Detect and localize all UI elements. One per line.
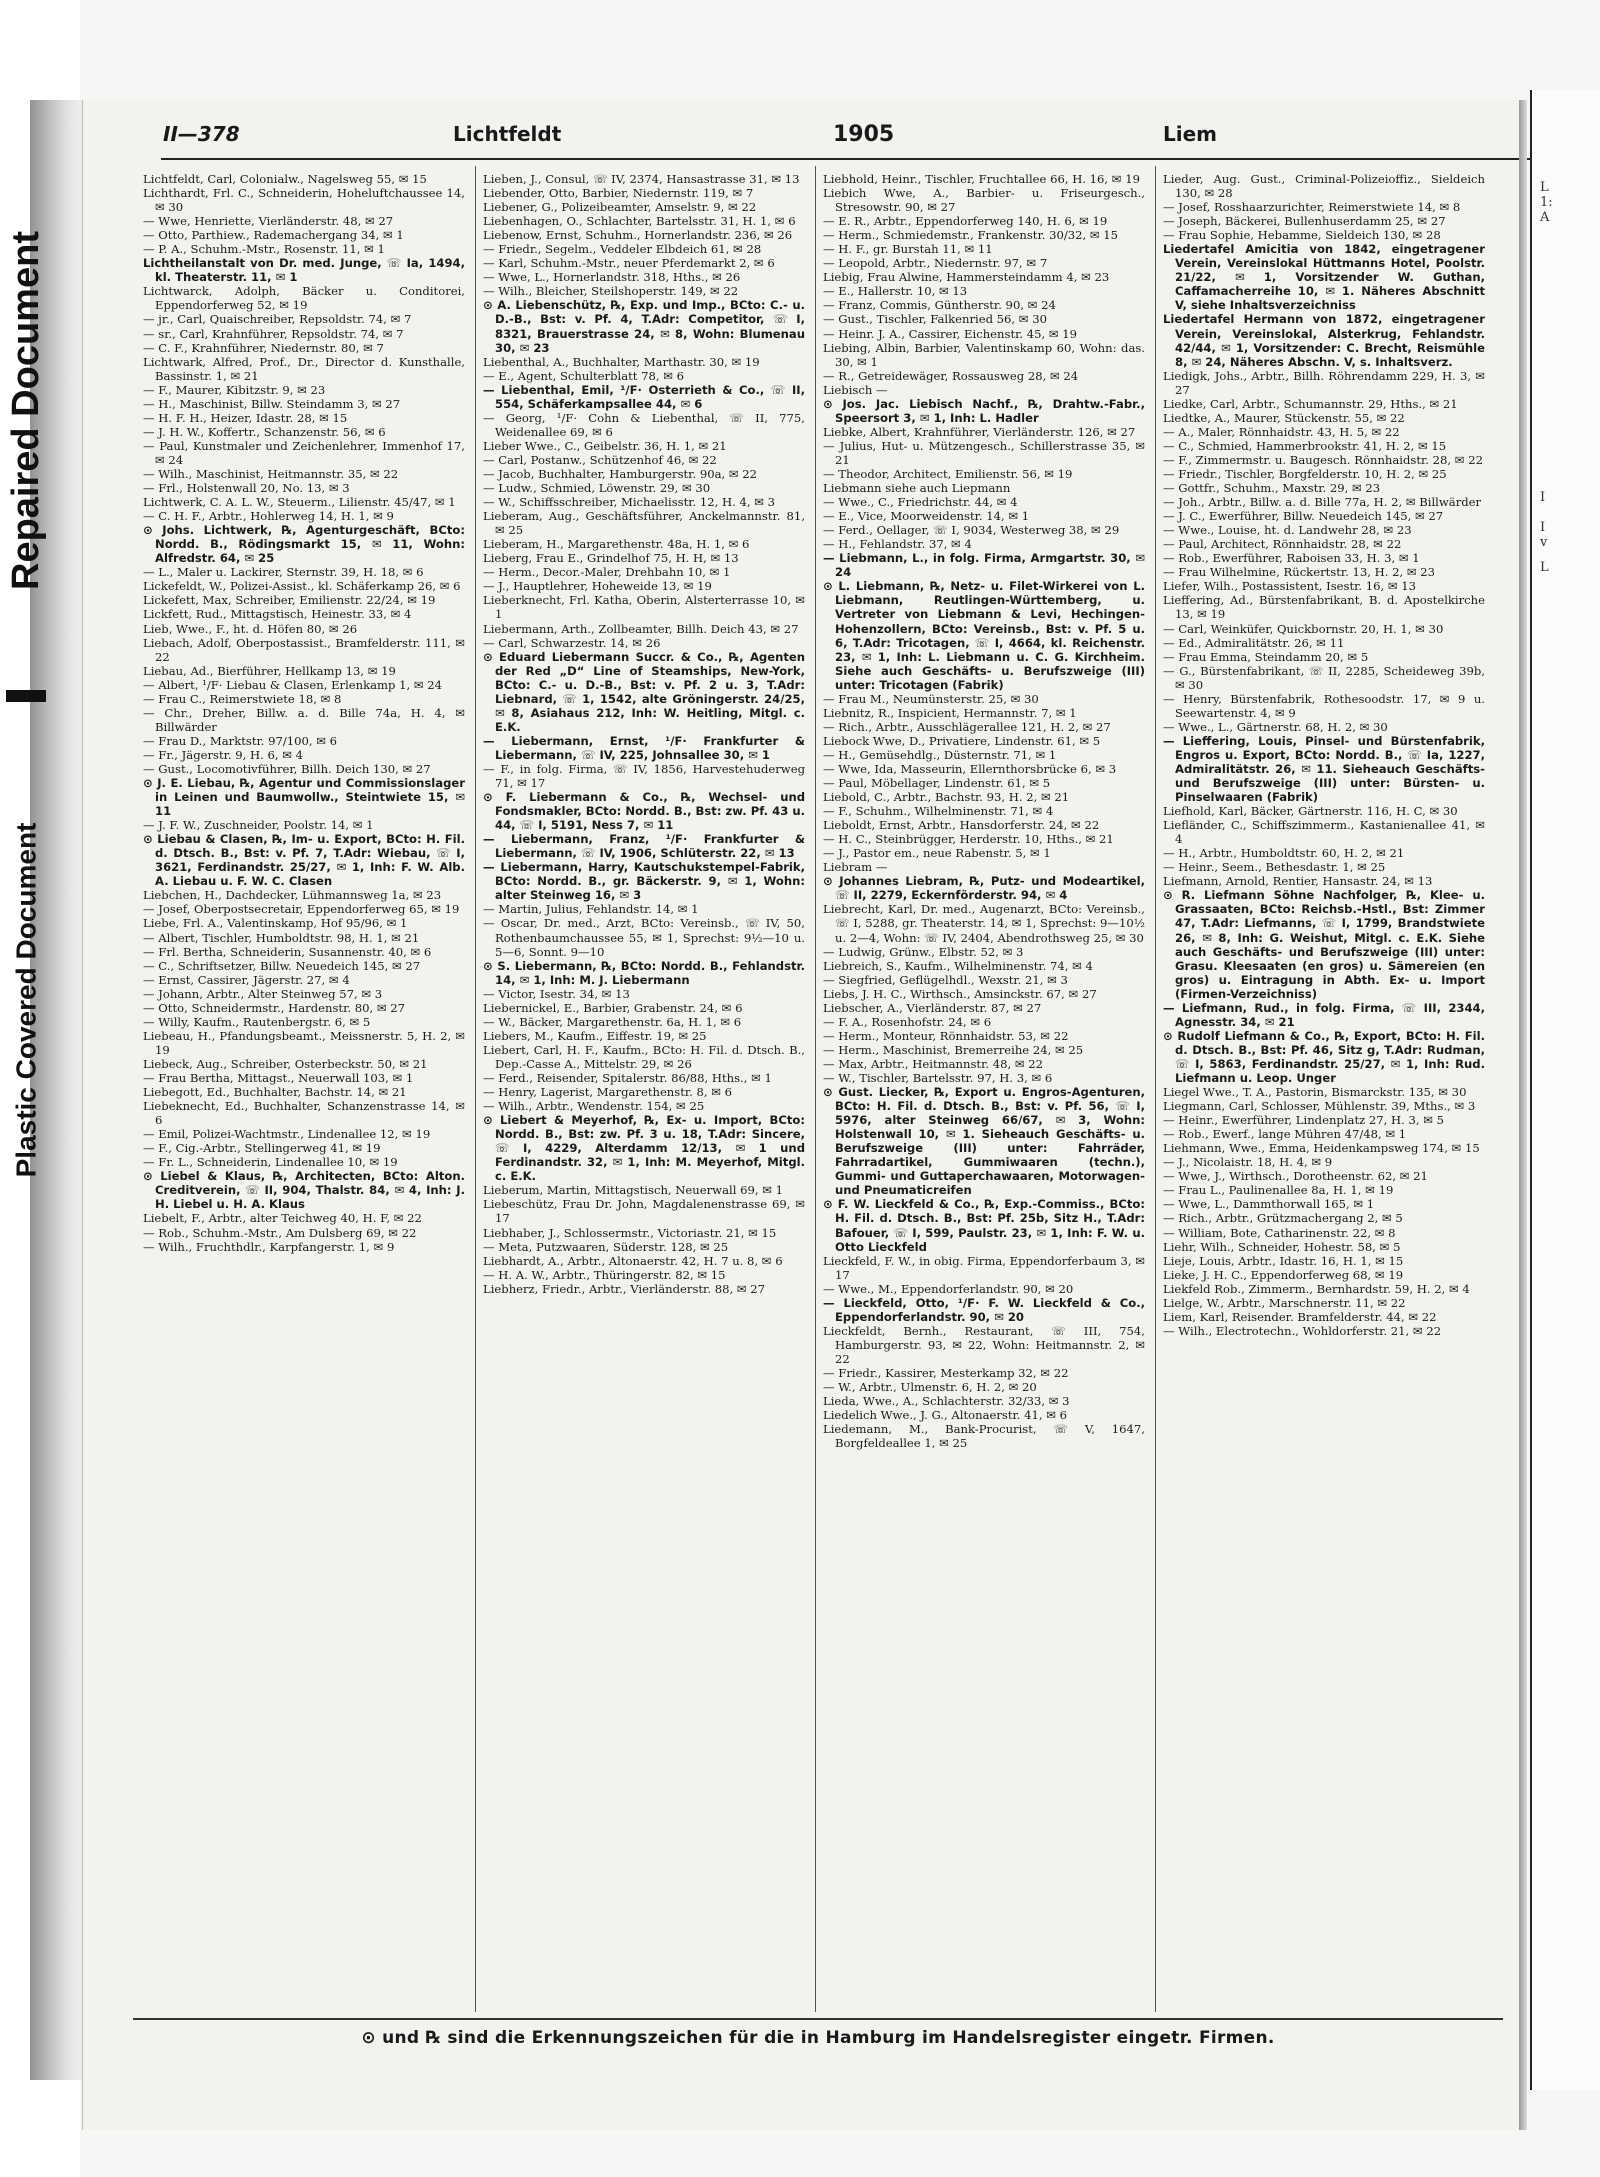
directory-entry: Liebenthal, A., Buchhalter, Marthastr. 30, ✉ 19 — [483, 354, 760, 369]
directory-entry: Liebenhagen, O., Schlachter, Bartelsstr. 31, H. 1, ✉ 6 — [483, 214, 796, 229]
directory-entry: Liebmann siehe auch Liepmann — [823, 481, 1011, 496]
directory-entry: — Meta, Putzwaaren, Süderstr. 128, ✉ 25 — [483, 1239, 729, 1254]
directory-entry: — Rob., Ewerführer, Raboisen 33, H. 3, ✉ 1 — [1163, 551, 1420, 566]
column-2 — [483, 172, 805, 2010]
directory-entry: — Frau L., Paulinenallee 8a, H. 1, ✉ 19 — [1163, 1183, 1394, 1198]
directory-entry: — Rich., Arbtr., Ausschlägerallee 121, H. 2, ✉ 27 — [823, 719, 1111, 734]
directory-entry: — Ed., Admiralitätstr. 26, ✉ 11 — [1163, 635, 1345, 650]
directory-entry: Liebach, Adolf, Oberpostassist., Bramfelderstr. 111, ✉ 22 — [143, 635, 465, 664]
directory-entry: — sr., Carl, Krahnführer, Repsoldstr. 74, ✉ 7 — [143, 326, 404, 341]
header-rule — [161, 158, 1531, 160]
directory-entry: — Wilh., Arbtr., Wendenstr. 154, ✉ 25 — [483, 1099, 705, 1114]
directory-entry: — Carl, Postanw., Schützenhof 46, ✉ 22 — [483, 452, 717, 467]
directory-entry: — Herm., Maschinist, Bremerreihe 24, ✉ 25 — [823, 1042, 1084, 1057]
directory-entry: — Fr., Jägerstr. 9, H. 6, ✉ 4 — [143, 747, 304, 762]
plastic-covered-label: Plastic Covered Document — [10, 822, 41, 1178]
footer-legend: ⊙ und ℞ sind die Erkennungszeichen für die in Hamburg im Handelsregister eingetr. Firmen. — [361, 2028, 1275, 2048]
directory-entry: — Lieckfeld, Otto, ¹/F· F. W. Lieckfeld & Co., Eppendorferlandstr. 90, ✉ 20 — [823, 1295, 1145, 1324]
directory-entry: — J. F. W., Zuschneider, Poolstr. 14, ✉ 1 — [143, 818, 374, 833]
edge-fragment: L — [1540, 180, 1549, 195]
directory-entry: — H., Fehlandstr. 37, ✉ 4 — [823, 537, 972, 552]
directory-entry: — Jacob, Buchhalter, Hamburgerstr. 90a, ✉ 22 — [483, 466, 758, 481]
directory-entry: — Carl, Schwarzestr. 14, ✉ 26 — [483, 635, 661, 650]
directory-entry: ⊙ L. Liebmann, ℞, Netz- u. Filet-Wirkerei von L. Liebmann, Reutlingen-Württemberg, u. Vertreter von Liebmann & Levi, Hechingen-Hohenzollern, BCto: Vereinsb., Bst: v. Pf. 5 u. 6, T.Adr: Tricotagen, ☏ I, 4664, kl. Reichenstr. 23, ✉ 1, Inh: L. Liebmann u. C. G. Kirchheim. Siehe auch Geschäfts- u. Berufszweige (III) unter: Tricotagen (Fabrik) — [823, 579, 1145, 692]
directory-entry: — Fr. L., Schneiderin, Lindenallee 10, ✉ 19 — [143, 1155, 398, 1170]
directory-entry: ⊙ Eduard Liebermann Succr. & Co., ℞, Agenten der Red „D“ Line of Steamships, New-York, BCto: C.- u. D.-B., Bst: v. Pf. 2 u. 3, T.Adr: Liebnard, ☏ 1, 1542, alte Gröningerstr. 24/25, ✉ 8, Asiahaus 212, Inh: W. Heitling, Mitgl. c. E.K. — [483, 649, 805, 734]
directory-entry: ⊙ Johannes Liebram, ℞, Putz- und Modeartikel, ☏ II, 2279, Eckernförderstr. 94, ✉ 4 — [823, 874, 1145, 903]
directory-entry: Liem, Karl, Reisender. Bramfelderstr. 44, ✉ 22 — [1163, 1309, 1437, 1324]
directory-entry: Liebchen, H., Dachdecker, Lühmannsweg 1a, ✉ 23 — [143, 888, 442, 903]
directory-entry: — Wwe., M., Eppendorferlandstr. 90, ✉ 20 — [823, 1281, 1074, 1296]
directory-entry: Liebau, Ad., Bierführer, Hellkamp 13, ✉ 19 — [143, 663, 396, 678]
directory-entry: Lieffering, Ad., Bürstenfabrikant, B. d. Apostelkirche 13, ✉ 19 — [1163, 593, 1485, 622]
directory-entry: — Liebmann, L., in folg. Firma, Armgartstr. 30, ✉ 24 — [823, 551, 1145, 580]
directory-entry: Liebers, M., Kaufm., Eiffestr. 19, ✉ 25 — [483, 1028, 707, 1043]
directory-entry: — Herm., Monteur, Rönnhaidstr. 53, ✉ 22 — [823, 1028, 1069, 1043]
directory-entry: Liebeck, Aug., Schreiber, Osterbeckstr. 50, ✉ 21 — [143, 1056, 428, 1071]
directory-entry: Liebeschütz, Frau Dr. John, Magdalenenstrasse 69, ✉ 17 — [483, 1197, 805, 1226]
directory-entry: Liebhaber, J., Schlossermstr., Victoriastr. 21, ✉ 15 — [483, 1225, 777, 1240]
directory-entry: Liegmann, Carl, Schlosser, Mühlenstr. 39, Mths., ✉ 3 — [1163, 1099, 1476, 1114]
directory-entry: ⊙ F. Liebermann & Co., ℞, Wechsel- und Fondsmakler, BCto: Nordd. B., Bst: zw. Pf. 43 u. 44, ☏ I, 5191, Ness 7, ✉ 11 — [483, 790, 805, 833]
directory-entry: Liebe, Frl. A., Valentinskamp, Hof 95/96, ✉ 1 — [143, 916, 408, 931]
directory-entry: — H., Maschinist, Billw. Steindamm 3, ✉ 27 — [143, 396, 401, 411]
directory-entry: Liebhold, Heinr., Tischler, Fruchtallee 66, H. 16, ✉ 19 — [823, 172, 1140, 186]
directory-entry: — J., Pastor em., neue Rabenstr. 5, ✉ 1 — [823, 846, 1051, 861]
directory-entry: Liehmann, Wwe., Emma, Heidenkampsweg 174, ✉ 15 — [1163, 1141, 1480, 1156]
directory-entry: ⊙ Liebel & Klaus, ℞, Architecten, BCto: Alton. Creditverein, ☏ II, 904, Thalstr. 84, ✉ 4, Inh: J. H. Liebel u. H. A. Klaus — [143, 1169, 465, 1212]
directory-entry: Liefhold, Karl, Bäcker, Gärtnerstr. 116, H. C, ✉ 30 — [1163, 804, 1458, 819]
directory-entry: — Herm., Decor.-Maler, Drehbahn 10, ✉ 1 — [483, 565, 731, 580]
directory-entry: Liebing, Albin, Barbier, Valentinskamp 60, Wohn: das. 30, ✉ 1 — [823, 340, 1145, 369]
directory-entry: — P. A., Schuhm.-Mstr., Rosenstr. 11, ✉ 1 — [143, 242, 385, 257]
directory-entry: — Josef, Oberpostsecretair, Eppendorferweg 65, ✉ 19 — [143, 902, 460, 917]
directory-entry: — H., Arbtr., Humboldtstr. 60, H. 2, ✉ 21 — [1163, 846, 1405, 861]
directory-entry: Liedemann, M., Bank-Procurist, ☏ V, 1647, Borgfeldeallee 1, ✉ 25 — [823, 1422, 1145, 1451]
directory-entry: Liebke, Albert, Krahnführer, Vierländerstr. 126, ✉ 27 — [823, 424, 1136, 439]
directory-entry: — Paul, Möbellager, Lindenstr. 61, ✉ 5 — [823, 776, 1051, 791]
directory-entry: Liebherz, Friedr., Arbtr., Vierländerstr. 88, ✉ 27 — [483, 1281, 765, 1296]
directory-entry: Lieben, J., Consul, ☏ IV, 2374, Hansastrasse 31, ✉ 13 — [483, 172, 800, 186]
directory-entry: — Wwe, Henriette, Vierländerstr. 48, ✉ 27 — [143, 214, 394, 229]
directory-entry: Liefmann, Arnold, Rentier, Hansastr. 24, ✉ 13 — [1163, 874, 1433, 889]
directory-entry: — Paul, Kunstmaler und Zeichenlehrer, Immenhof 17, ✉ 24 — [143, 438, 465, 467]
edge-fragment: I — [1540, 520, 1546, 535]
directory-entry: — Franz, Commis, Güntherstr. 90, ✉ 24 — [823, 298, 1056, 313]
directory-entry: — E. R., Arbtr., Eppendorferweg 140, H. 6, ✉ 19 — [823, 214, 1108, 229]
directory-entry: — Rich., Arbtr., Grützmachergang 2, ✉ 5 — [1163, 1211, 1403, 1226]
directory-entry: — Lieffering, Louis, Pinsel- und Bürstenfabrik, Engros u. Export, BCto: Nordd. B., ☏ Ia, 1227, Admiralitätstr. 26, ✉ 11. Sieheauch Geschäfts- und Berufszweige (III) unter: Bürsten- u. Pinselwaaren (Fabrik) — [1163, 733, 1485, 805]
directory-entry: Lichtheilanstalt von Dr. med. Junge, ☏ Ia, 1494, kl. Theaterstr. 11, ✉ 1 — [143, 256, 465, 285]
column-divider — [1155, 166, 1156, 2012]
directory-entry: ⊙ Gust. Liecker, ℞, Export u. Engros-Agenturen, BCto: H. Fil. d. Dtsch. B., Bst: v. Pf. 56, ☏ I, 5976, alter Steinweg 66/67, ✉ 3, Wohn: Holstenwall 10, ✉ 1. Sieheauch Geschäfts- u. Berufszweige (III) unter: Fahrräder, Fahrradartikel, Gummiwaaren (techn.), Gummi- und Guttaperchawaaren, Motorwagen- und Pneumaticreifen — [823, 1085, 1145, 1198]
directory-entry: Lieberam, Aug., Geschäftsführer, Anckelmannstr. 81, ✉ 25 — [483, 509, 805, 538]
directory-entry: Liebert, Carl, H. F., Kaufm., BCto: H. Fil. d. Dtsch. B., Dep.-Casse A., Mittelstr. 29, ✉ 26 — [483, 1042, 805, 1071]
directory-entry: Liebnitz, R., Inspicient, Hermannstr. 7, ✉ 1 — [823, 705, 1077, 720]
directory-entry: — Ferd., Reisender, Spitalerstr. 86/88, Hths., ✉ 1 — [483, 1071, 772, 1085]
directory-entry: — Frau Wilhelmine, Rückertstr. 13, H. 2, ✉ 23 — [1163, 565, 1436, 580]
label-divider — [6, 690, 46, 702]
directory-entry: — Gottfr., Schuhm., Maxstr. 29, ✉ 23 — [1163, 481, 1381, 496]
directory-entry: — Wwe, L., Dammthorwall 165, ✉ 1 — [1163, 1197, 1375, 1212]
directory-entry: — H. A. W., Arbtr., Thüringerstr. 82, ✉ 15 — [483, 1267, 726, 1282]
directory-entry: Lieder, Aug. Gust., Criminal-Polizeioffiz., Sieldeich 130, ✉ 28 — [1163, 172, 1485, 201]
directory-entry: — L., Maler u. Lackirer, Sternstr. 39, H. 18, ✉ 6 — [143, 565, 424, 580]
directory-entry: Lichthardt, Frl. C., Schneiderin, Hoheluftchaussee 14, ✉ 30 — [143, 186, 465, 215]
directory-entry: Liedtke, A., Maurer, Stückenstr. 55, ✉ 22 — [1163, 410, 1405, 425]
directory-entry: Liebernickel, E., Barbier, Grabenstr. 24, ✉ 6 — [483, 1000, 743, 1015]
directory-entry: — Max, Arbtr., Heitmannstr. 48, ✉ 22 — [823, 1056, 1043, 1071]
directory-entry: Liebegott, Ed., Buchhalter, Bachstr. 14, ✉ 21 — [143, 1085, 407, 1100]
directory-entry: Liedelich Wwe., J. G., Altonaerstr. 41, ✉ 6 — [823, 1408, 1068, 1423]
directory-entry: — C. H. F., Arbtr., Hohlerweg 14, H. 1, ✉ 9 — [143, 509, 394, 524]
directory-entry: Lickefeldt, W., Polizei-Assist., kl. Schäferkamp 26, ✉ 6 — [143, 579, 461, 594]
directory-entry: Liebhardt, A., Arbtr., Altonaerstr. 42, H. 7 u. 8, ✉ 6 — [483, 1253, 783, 1268]
directory-entry: Liebisch — — [823, 382, 888, 397]
directory-entry: — Willy, Kaufm., Rautenbergstr. 6, ✉ 5 — [143, 1014, 371, 1029]
footer-rule — [133, 2018, 1503, 2020]
directory-entry: ⊙ S. Liebermann, ℞, BCto: Nordd. B., Fehlandstr. 14, ✉ 1, Inh: M. J. Liebermann — [483, 958, 805, 987]
directory-entry: — Friedr., Kassirer, Mesterkamp 32, ✉ 22 — [823, 1365, 1069, 1380]
directory-entry: — E., Hallerstr. 10, ✉ 13 — [823, 284, 968, 299]
column-4 — [1163, 172, 1485, 2010]
directory-entry: — Ludwig, Grünw., Elbstr. 52, ✉ 3 — [823, 944, 1024, 959]
directory-entry: — Wwe, J., Wirthsch., Dorotheenstr. 62, ✉ 21 — [1163, 1169, 1428, 1184]
directory-entry: — Frau Emma, Steindamm 20, ✉ 5 — [1163, 649, 1369, 664]
directory-entry: Lichtfeldt, Carl, Colonialw., Nagelsweg 55, ✉ 15 — [143, 172, 427, 186]
directory-entry: — Wwe., C., Friedrichstr. 44, ✉ 4 — [823, 495, 1018, 510]
directory-entry: Liebenow, Ernst, Schuhm., Hornerlandstr. 236, ✉ 26 — [483, 228, 793, 243]
directory-entry: — Liebermann, Harry, Kautschukstempel-Fabrik, BCto: Nordd. B., gr. Bäckerstr. 9, ✉ 1, Wohn: alter Steinweg 16, ✉ 3 — [483, 860, 805, 903]
directory-entry: Lieberam, H., Margarethenstr. 48a, H. 1, ✉ 6 — [483, 537, 750, 552]
directory-entry: Lichtwark, Alfred, Prof., Dr., Director d. Kunsthalle, Bassinstr. 1, ✉ 21 — [143, 354, 465, 383]
directory-entry: — J. C., Ewerführer, Billw. Neuedeich 145, ✉ 27 — [1163, 509, 1444, 524]
directory-entry: — Henry, Lagerist, Margarethenstr. 8, ✉ 6 — [483, 1085, 733, 1100]
directory-entry: ⊙ J. E. Liebau, ℞, Agentur und Commissionslager in Leinen und Baumwollw., Steintwiete 15, ✉ 11 — [143, 776, 465, 819]
directory-entry: Liegel Wwe., T. A., Pastorin, Bismarckstr. 135, ✉ 30 — [1163, 1085, 1467, 1100]
directory-entry: Liebeknecht, Ed., Buchhalter, Schanzenstrasse 14, ✉ 6 — [143, 1099, 465, 1128]
directory-entry: — Heinr., Ewerführer, Lindenplatz 27, H. 3, ✉ 5 — [1163, 1113, 1445, 1128]
directory-entry: Lieckfeldt, Bernh., Restaurant, ☏ III, 754, Hamburgerstr. 93, ✉ 22, Wohn: Heitmannstr. 2, ✉ 22 — [823, 1323, 1145, 1366]
directory-entry: Lichtwerk, C. A. L. W., Steuerm., Lilienstr. 45/47, ✉ 1 — [143, 495, 456, 510]
directory-entry: — Chr., Dreher, Billw. a. d. Bille 74a, H. 4, ✉ Billwärder — [143, 705, 465, 734]
header-year: 1905 — [833, 122, 895, 147]
directory-entry: — Wilh., Electrotechn., Wohldorferstr. 21, ✉ 22 — [1163, 1323, 1442, 1338]
directory-entry: — W., Arbtr., Ulmenstr. 6, H. 2, ✉ 20 — [823, 1380, 1037, 1395]
directory-entry: — Wwe, Ida, Masseurin, Ellernthorsbrücke 6, ✉ 3 — [823, 761, 1117, 776]
directory-entry: — Wilh., Bleicher, Steilshoperstr. 149, ✉ 22 — [483, 284, 739, 299]
directory-entry: — C., Schmied, Hammerbrookstr. 41, H. 2, ✉ 15 — [1163, 438, 1447, 453]
directory-entry: Lieboldt, Ernst, Arbtr., Hansdorferstr. 24, ✉ 22 — [823, 818, 1100, 833]
directory-entry: — Johann, Arbtr., Alter Steinweg 57, ✉ 3 — [143, 986, 383, 1001]
directory-entry: — Frau C., Reimerstwiete 18, ✉ 8 — [143, 691, 342, 706]
directory-entry: — H. C., Steinbrügger, Herderstr. 10, Hths., ✉ 21 — [823, 832, 1114, 847]
directory-entry: — E., Vice, Moorweidenstr. 14, ✉ 1 — [823, 509, 1030, 524]
edge-fragment: 1: — [1540, 195, 1553, 210]
directory-entry: Liebold, C., Arbtr., Bachstr. 93, H. 2, ✉ 21 — [823, 790, 1070, 805]
directory-entry: ⊙ Liebert & Meyerhof, ℞, Ex- u. Import, BCto: Nordd. B., Bst: zw. Pf. 3 u. 18, T.Adr: Sincere, ☏ I, 4229, Alterdamm 12/13, ✉ 1 und Ferdinandstr. 32, ✉ 1, Inh: M. Meyerhof, Mitgl. c. E.K. — [483, 1113, 805, 1184]
directory-entry: — Wwe., Louise, ht. d. Landwehr 28, ✉ 23 — [1163, 523, 1412, 538]
directory-entry: Liedke, Carl, Arbtr., Schumannstr. 29, Hths., ✉ 21 — [1163, 396, 1458, 411]
directory-entry: ⊙ A. Liebenschütz, ℞, Exp. und Imp., BCto: C.- u. D.-B., Bst: v. Pf. 4, T.Adr: Competitor, ☏ I, 8321, Brauerstrasse 24, ✉ 8, Wohn: Blumenau 30, ✉ 23 — [483, 298, 805, 355]
directory-entry: Liebram — — [823, 860, 888, 875]
edge-fragment: I — [1540, 490, 1546, 505]
directory-entry: — J., Nicolaistr. 18, H. 4, ✉ 9 — [1163, 1155, 1333, 1170]
directory-entry: — F., in folg. Firma, ☏ IV, 1856, Harvestehuderweg 71, ✉ 17 — [483, 761, 805, 791]
next-page-edge — [1530, 90, 1600, 2090]
directory-entry: Liebermann, Arth., Zollbeamter, Billh. Deich 43, ✉ 27 — [483, 621, 799, 636]
column-divider — [815, 166, 816, 2012]
directory-entry: — Frau Sophie, Hebamme, Sieldeich 130, ✉ 28 — [1163, 228, 1441, 243]
directory-entry: — Rob., Schuhm.-Mstr., Am Dulsberg 69, ✉ 22 — [143, 1225, 417, 1240]
directory-entry: — W., Bäcker, Margarethenstr. 6a, H. 1, ✉ 6 — [483, 1014, 742, 1029]
directory-entry: — Otto, Schneidermstr., Hardenstr. 80, ✉ 27 — [143, 1000, 405, 1015]
directory-entry: Liebreich, S., Kaufm., Wilhelminenstr. 74, ✉ 4 — [823, 958, 1093, 973]
directory-entry: — E., Agent, Schulterblatt 78, ✉ 6 — [483, 368, 685, 383]
directory-entry: — Frau Bertha, Mittagst., Neuerwall 103, ✉ 1 — [143, 1071, 414, 1085]
page-header — [163, 122, 1483, 152]
directory-entry: Lieckfeld, F. W., in obig. Firma, Eppendorferbaum 3, ✉ 17 — [823, 1253, 1145, 1282]
directory-entry: Lichtwarck, Adolph, Bäcker u. Conditorei, Eppendorferweg 52, ✉ 19 — [143, 284, 465, 313]
directory-entry: — Otto, Parthiew., Rademachergang 34, ✉ 1 — [143, 228, 404, 243]
directory-entry: Lieke, J. H. C., Eppendorferweg 68, ✉ 19 — [1163, 1267, 1404, 1282]
directory-entry: — Leopold, Arbtr., Niedernstr. 97, ✉ 7 — [823, 256, 1048, 271]
directory-entry: — Martin, Julius, Fehlandstr. 14, ✉ 1 — [483, 902, 699, 917]
directory-entry: Liebich Wwe, A., Barbier- u. Friseurgesch., Stresowstr. 90, ✉ 27 — [823, 186, 1145, 215]
directory-entry: — Friedr., Segelm., Veddeler Elbdeich 61, ✉ 28 — [483, 242, 762, 257]
column-divider — [475, 166, 476, 2012]
directory-entry: Liefländer, C., Schiffszimmerm., Kastanienallee 41, ✉ 4 — [1163, 818, 1485, 847]
directory-entry: — Wwe., L., Gärtnerstr. 68, H. 2, ✉ 30 — [1163, 719, 1388, 734]
directory-entry: — Henry, Bürstenfabrik, Rothesoodstr. 17, ✉ 9 u. Seewartenstr. 4, ✉ 9 — [1163, 691, 1485, 720]
directory-entry: ⊙ Liebau & Clasen, ℞, Im- u. Export, BCto: H. Fil. d. Dtsch. B., Bst: v. Pf. 7, T.Adr: Wiebau, ☏ I, 3621, Ferdinandstr. 25/27, ✉ 1, Inh: F. W. Alb. A. Liebau u. F. W. C. Clasen — [143, 832, 465, 889]
edge-fragment: A — [1540, 210, 1550, 225]
directory-entry: — Paul, Architect, Rönnhaidstr. 28, ✉ 22 — [1163, 537, 1402, 552]
directory-entry: — Frau M., Neumünsterstr. 25, ✉ 30 — [823, 691, 1039, 706]
directory-entry: — F., Maurer, Kibitzstr. 9, ✉ 23 — [143, 382, 326, 397]
directory-entry: — Rob., Ewerf., lange Mühren 47/48, ✉ 1 — [1163, 1127, 1407, 1142]
directory-entry: Liebener, G., Polizeibeamter, Amselstr. 9, ✉ 22 — [483, 200, 757, 215]
directory-entry: — F., Zimmermstr. u. Baugesch. Rönnhaidstr. 28, ✉ 22 — [1163, 452, 1483, 467]
directory-entry: Lickefett, Max, Schreiber, Emilienstr. 22/24, ✉ 19 — [143, 593, 436, 608]
directory-entry: Liebeau, H., Pfandungsbeamt., Meissnerstr. 5, H. 2, ✉ 19 — [143, 1028, 465, 1057]
edge-fragment: v — [1540, 535, 1548, 550]
directory-entry: — Liebenthal, Emil, ¹/F· Osterrieth & Co., ☏ II, 554, Schäferkampsallee 44, ✉ 6 — [483, 382, 805, 411]
directory-entry: — Ludw., Schmied, Löwenstr. 29, ✉ 30 — [483, 481, 711, 496]
directory-entry: — G., Bürstenfabrikant, ☏ II, 2285, Scheideweg 39b, ✉ 30 — [1163, 663, 1485, 692]
column-3 — [823, 172, 1145, 2010]
directory-entry: — Emil, Polizei-Wachtmstr., Lindenallee 12, ✉ 19 — [143, 1127, 431, 1142]
directory-entry: Lieberg, Frau E., Grindelhof 75, H. H, ✉ 13 — [483, 551, 739, 566]
directory-entry: Liedertafel Hermann von 1872, eingetragener Verein, Vereinslokal, Alsterkrug, Fehlandstr. 42/44, ✉ 1, Vorsitzender: C. Brecht, Reismühle 8, ✉ 24, Näheres Abschn. V, s. Inhaltsverz. — [1163, 312, 1485, 369]
directory-entry: Lielge, W., Arbtr., Marschnerstr. 11, ✉ 22 — [1163, 1295, 1406, 1310]
directory-entry: — Wwe, L., Hornerlandstr. 318, Hths., ✉ 26 — [483, 270, 741, 285]
directory-entry: — Victor, Isestr. 34, ✉ 13 — [483, 986, 630, 1001]
directory-entry: — Wilh., Maschinist, Heitmannstr. 35, ✉ 22 — [143, 466, 399, 481]
directory-entry: Liedertafel Amicitia von 1842, eingetragener Verein, Vereinslokal Hüttmanns Hotel, Poolstr. 21/22, ✉ 1, Vorsitzender W. Guthan, Caffamacherreihe 10, ✉ 1. Näheres Abschnitt V, siehe Inhaltsverzeichniss — [1163, 242, 1485, 313]
directory-entry: — C. F., Krahnführer, Niedernstr. 80, ✉ 7 — [143, 340, 384, 355]
directory-entry: Liebelt, F., Arbtr., alter Teichweg 40, H. F, ✉ 22 — [143, 1211, 422, 1226]
directory-entry: — Heinr., Seem., Bethesdastr. 1, ✉ 25 — [1163, 860, 1386, 875]
directory-entry: Lieda, Wwe., A., Schlachterstr. 32/33, ✉ 3 — [823, 1394, 1070, 1409]
directory-entry: Liebscher, A., Vierländerstr. 87, ✉ 27 — [823, 1000, 1042, 1015]
directory-entry: — Albert, Tischler, Humboldtstr. 98, H. 1, ✉ 21 — [143, 930, 420, 945]
directory-entry: — H. F., gr. Burstah 11, ✉ 11 — [823, 242, 993, 257]
directory-entry: — Frl. Bertha, Schneiderin, Susannenstr. 40, ✉ 6 — [143, 944, 432, 959]
directory-entry: Liebock Wwe, D., Privatiere, Lindenstr. 61, ✉ 5 — [823, 733, 1101, 748]
directory-entry: — Wilh., Fruchthdlr., Karpfangerstr. 1, ✉ 9 — [143, 1239, 395, 1254]
directory-entry: — Julius, Hut- u. Mützengesch., Schillerstrasse 35, ✉ 21 — [823, 438, 1145, 467]
directory-entry: ⊙ Rudolf Liefmann & Co., ℞, Export, BCto: H. Fil. d. Dtsch. B., Bst: Pf. 46, Sitz g, T.Adr: Rudman, ☏ I, 5863, Ferdinandstr. 25/27, ✉ 1, Inh: Rud. Liefmann u. Leop. Unger — [1163, 1028, 1485, 1085]
directory-entry: — J. H. W., Koffertr., Schanzenstr. 56, ✉ 6 — [143, 424, 386, 439]
directory-entry: — Heinr. J. A., Cassirer, Eichenstr. 45, ✉ 19 — [823, 326, 1078, 341]
directory-entry: — Karl, Schuhm.-Mstr., neuer Pferdemarkt 2, ✉ 6 — [483, 256, 775, 271]
directory-entry: — W., Schiffsschreiber, Michaelisstr. 12, H. 4, ✉ 3 — [483, 495, 776, 510]
directory-entry: — Friedr., Tischler, Borgfelderstr. 10, H. 2, ✉ 25 — [1163, 466, 1447, 481]
directory-entry: — Josef, Rosshaarzurichter, Reimerstwiete 14, ✉ 8 — [1163, 200, 1461, 215]
directory-entry: — Gust., Tischler, Falkenried 56, ✉ 30 — [823, 312, 1047, 327]
directory-entry: — F., Cig.-Arbtr., Stellingerweg 41, ✉ 19 — [143, 1141, 381, 1156]
directory-entry: Liebs, J. H. C., Wirthsch., Amsinckstr. 67, ✉ 27 — [823, 986, 1097, 1001]
directory-entry: ⊙ R. Liefmann Söhne Nachfolger, ℞, Klee- u. Grassaaten, BCto: Reichsb.-Hstl., Bst: Zimmer 47, T.Adr: Liefmanns, ☏ I, 1799, Brandstwiete 26, ✉ 8, Inh: G. Weishut, Mitgl. c. E.K. Siehe auch Geschäfts- und Berufszweige (III) unter: Grasu. Kleesaaten (en gros) u. Sämereien (en gros) u. Eintragung in Abth. Ex- u. Import (Firmen-Verzeichniss) — [1163, 888, 1485, 1001]
directory-entry: Lickfett, Rud., Mittagstisch, Heinestr. 33, ✉ 4 — [143, 607, 412, 622]
directory-entry: — Georg, ¹/F· Cohn & Liebenthal, ☏ II, 775, Weidenallee 69, ✉ 6 — [483, 410, 805, 439]
header-keyword-left: Lichtfeldt — [453, 122, 562, 146]
directory-entry: — Oscar, Dr. med., Arzt, BCto: Vereinsb., ☏ IV, 50, Rothenbaumchaussee 55, ✉ 1, Sprechst: 9½—10 u. 5—6, Sonnt. 9—10 — [483, 916, 805, 959]
directory-entry: — Liebermann, Franz, ¹/F· Frankfurter & Liebermann, ☏ IV, 1906, Schlüterstr. 22, ✉ 13 — [483, 832, 805, 861]
directory-entry: — Ferd., Oellager, ☏ I, 9034, Westerweg 38, ✉ 29 — [823, 523, 1120, 538]
directory-entry: ⊙ Johs. Lichtwerk, ℞, Agenturgeschäft, BCto: Nordd. B., Rödingsmarkt 15, ✉ 11, Wohn: Alfredstr. 64, ✉ 25 — [143, 523, 465, 566]
directory-entry: — Joseph, Bäckerei, Bullenhuserdamm 25, ✉ 27 — [1163, 214, 1446, 229]
directory-entry: Liebig, Frau Alwine, Hammersteindamm 4, ✉ 23 — [823, 270, 1110, 285]
directory-entry: — Ernst, Cassirer, Jägerstr. 27, ✉ 4 — [143, 972, 350, 987]
directory-entry: — Herm., Schmiedemstr., Frankenstr. 30/32, ✉ 15 — [823, 228, 1119, 243]
directory-entry: — F., Schuhm., Wilhelminenstr. 71, ✉ 4 — [823, 804, 1054, 819]
directory-entry: — F. A., Rosenhofstr. 24, ✉ 6 — [823, 1014, 992, 1029]
directory-entry: Lieberum, Martin, Mittagstisch, Neuerwall 69, ✉ 1 — [483, 1183, 783, 1198]
directory-entry: Lieje, Louis, Arbtr., Idastr. 16, H. 1, ✉ 15 — [1163, 1253, 1404, 1268]
directory-page — [82, 100, 1519, 2130]
directory-entry: — Carl, Weinküfer, Quickbornstr. 20, H. 1, ✉ 30 — [1163, 621, 1444, 636]
directory-entry: — C., Schriftsetzer, Billw. Neuedeich 145, ✉ 27 — [143, 958, 421, 973]
directory-entry: ⊙ Jos. Jac. Liebisch Nachf., ℞, Drahtw.-Fabr., Speersort 3, ✉ 1, Inh: L. Hadler — [823, 396, 1145, 425]
directory-entry: ⊙ F. W. Lieckfeld & Co., ℞, Exp.-Commiss., BCto: H. Fil. d. Dtsch. B., Bst: Pf. 25b, Sitz H., T.Adr: Bafouer, ☏ I, 599, Paulstr. 23, ✉ 1, Inh: F. W. u. Otto Lieckfeld — [823, 1197, 1145, 1254]
directory-entry: — Theodor, Architect, Emilienstr. 56, ✉ 19 — [823, 466, 1073, 481]
directory-entry: — Frl., Holstenwall 20, No. 13, ✉ 3 — [143, 481, 350, 496]
directory-entry: Lieberknecht, Frl. Katha, Oberin, Alsterterrasse 10, ✉ 1 — [483, 593, 805, 622]
directory-entry: — jr., Carl, Quaischreiber, Repsoldstr. 74, ✉ 7 — [143, 312, 412, 327]
directory-entry: — William, Bote, Catharinenstr. 22, ✉ 8 — [1163, 1225, 1396, 1240]
directory-entry: Liebrecht, Karl, Dr. med., Augenarzt, BCto: Vereinsb., ☏ I, 5288, gr. Theaterstr. 14, ✉ 1, Sprechst: 9—10½ u. 2—4, Wohn: ☏ IV, 2404, Abendrothsweg 25, ✉ 30 — [823, 902, 1145, 945]
column-1 — [143, 172, 465, 2010]
directory-entry: — A., Maler, Rönnhaidstr. 43, H. 5, ✉ 22 — [1163, 424, 1400, 439]
directory-entry: — W., Tischler, Bartelsstr. 97, H. 3, ✉ 6 — [823, 1071, 1053, 1085]
directory-entry: — Albert, ¹/F· Liebau & Clasen, Erlenkamp 1, ✉ 24 — [143, 677, 443, 692]
header-keyword-right: Liem — [1163, 122, 1218, 146]
directory-entry: — H., Gemüsehdlg., Düsternstr. 71, ✉ 1 — [823, 747, 1057, 762]
directory-entry: — Liefmann, Rud., in folg. Firma, ☏ III, 2344, Agnesstr. 34, ✉ 21 — [1163, 1000, 1485, 1029]
directory-entry: Lieber Wwe., C., Geibelstr. 36, H. 1, ✉ 21 — [483, 438, 727, 453]
directory-entry: — Gust., Locomotivführer, Billh. Deich 130, ✉ 27 — [143, 761, 431, 776]
edge-fragment: L — [1540, 560, 1549, 575]
directory-entry: — Siegfried, Geflügelhdl., Wexstr. 21, ✉ 3 — [823, 972, 1068, 987]
repaired-document-label: Repaired Document — [4, 230, 47, 590]
directory-entry: Liedigk, Johs., Arbtr., Billh. Röhrendamm 229, H. 3, ✉ 27 — [1163, 368, 1485, 397]
page-number: II—378 — [163, 122, 240, 146]
directory-entry: Liefer, Wilh., Postassistent, Isestr. 16, ✉ 13 — [1163, 579, 1417, 594]
directory-entry: — J., Hauptlehrer, Hoheweide 13, ✉ 19 — [483, 579, 712, 594]
directory-entry: — Liebermann, Ernst, ¹/F· Frankfurter & Liebermann, ☏ IV, 225, Johnsallee 30, ✉ 1 — [483, 733, 805, 762]
directory-entry: Liekfeld Rob., Zimmerm., Bernhardstr. 59, H. 2, ✉ 4 — [1163, 1281, 1470, 1296]
directory-entry: — R., Getreidewäger, Rossausweg 28, ✉ 24 — [823, 368, 1079, 383]
directory-entry: Liehr, Wilh., Schneider, Hohestr. 58, ✉ 5 — [1163, 1239, 1401, 1254]
directory-entry: Liebender, Otto, Barbier, Niedernstr. 119, ✉ 7 — [483, 186, 754, 201]
directory-entry: — Joh., Arbtr., Billw. a. d. Bille 77a, H. 2, ✉ Billwärder — [1163, 495, 1482, 510]
directory-entry: Lieb, Wwe., F., ht. d. Höfen 80, ✉ 26 — [143, 621, 358, 636]
directory-entry: — Frau D., Marktstr. 97/100, ✉ 6 — [143, 733, 338, 748]
directory-entry: — H. F. H., Heizer, Idastr. 28, ✉ 15 — [143, 410, 348, 425]
